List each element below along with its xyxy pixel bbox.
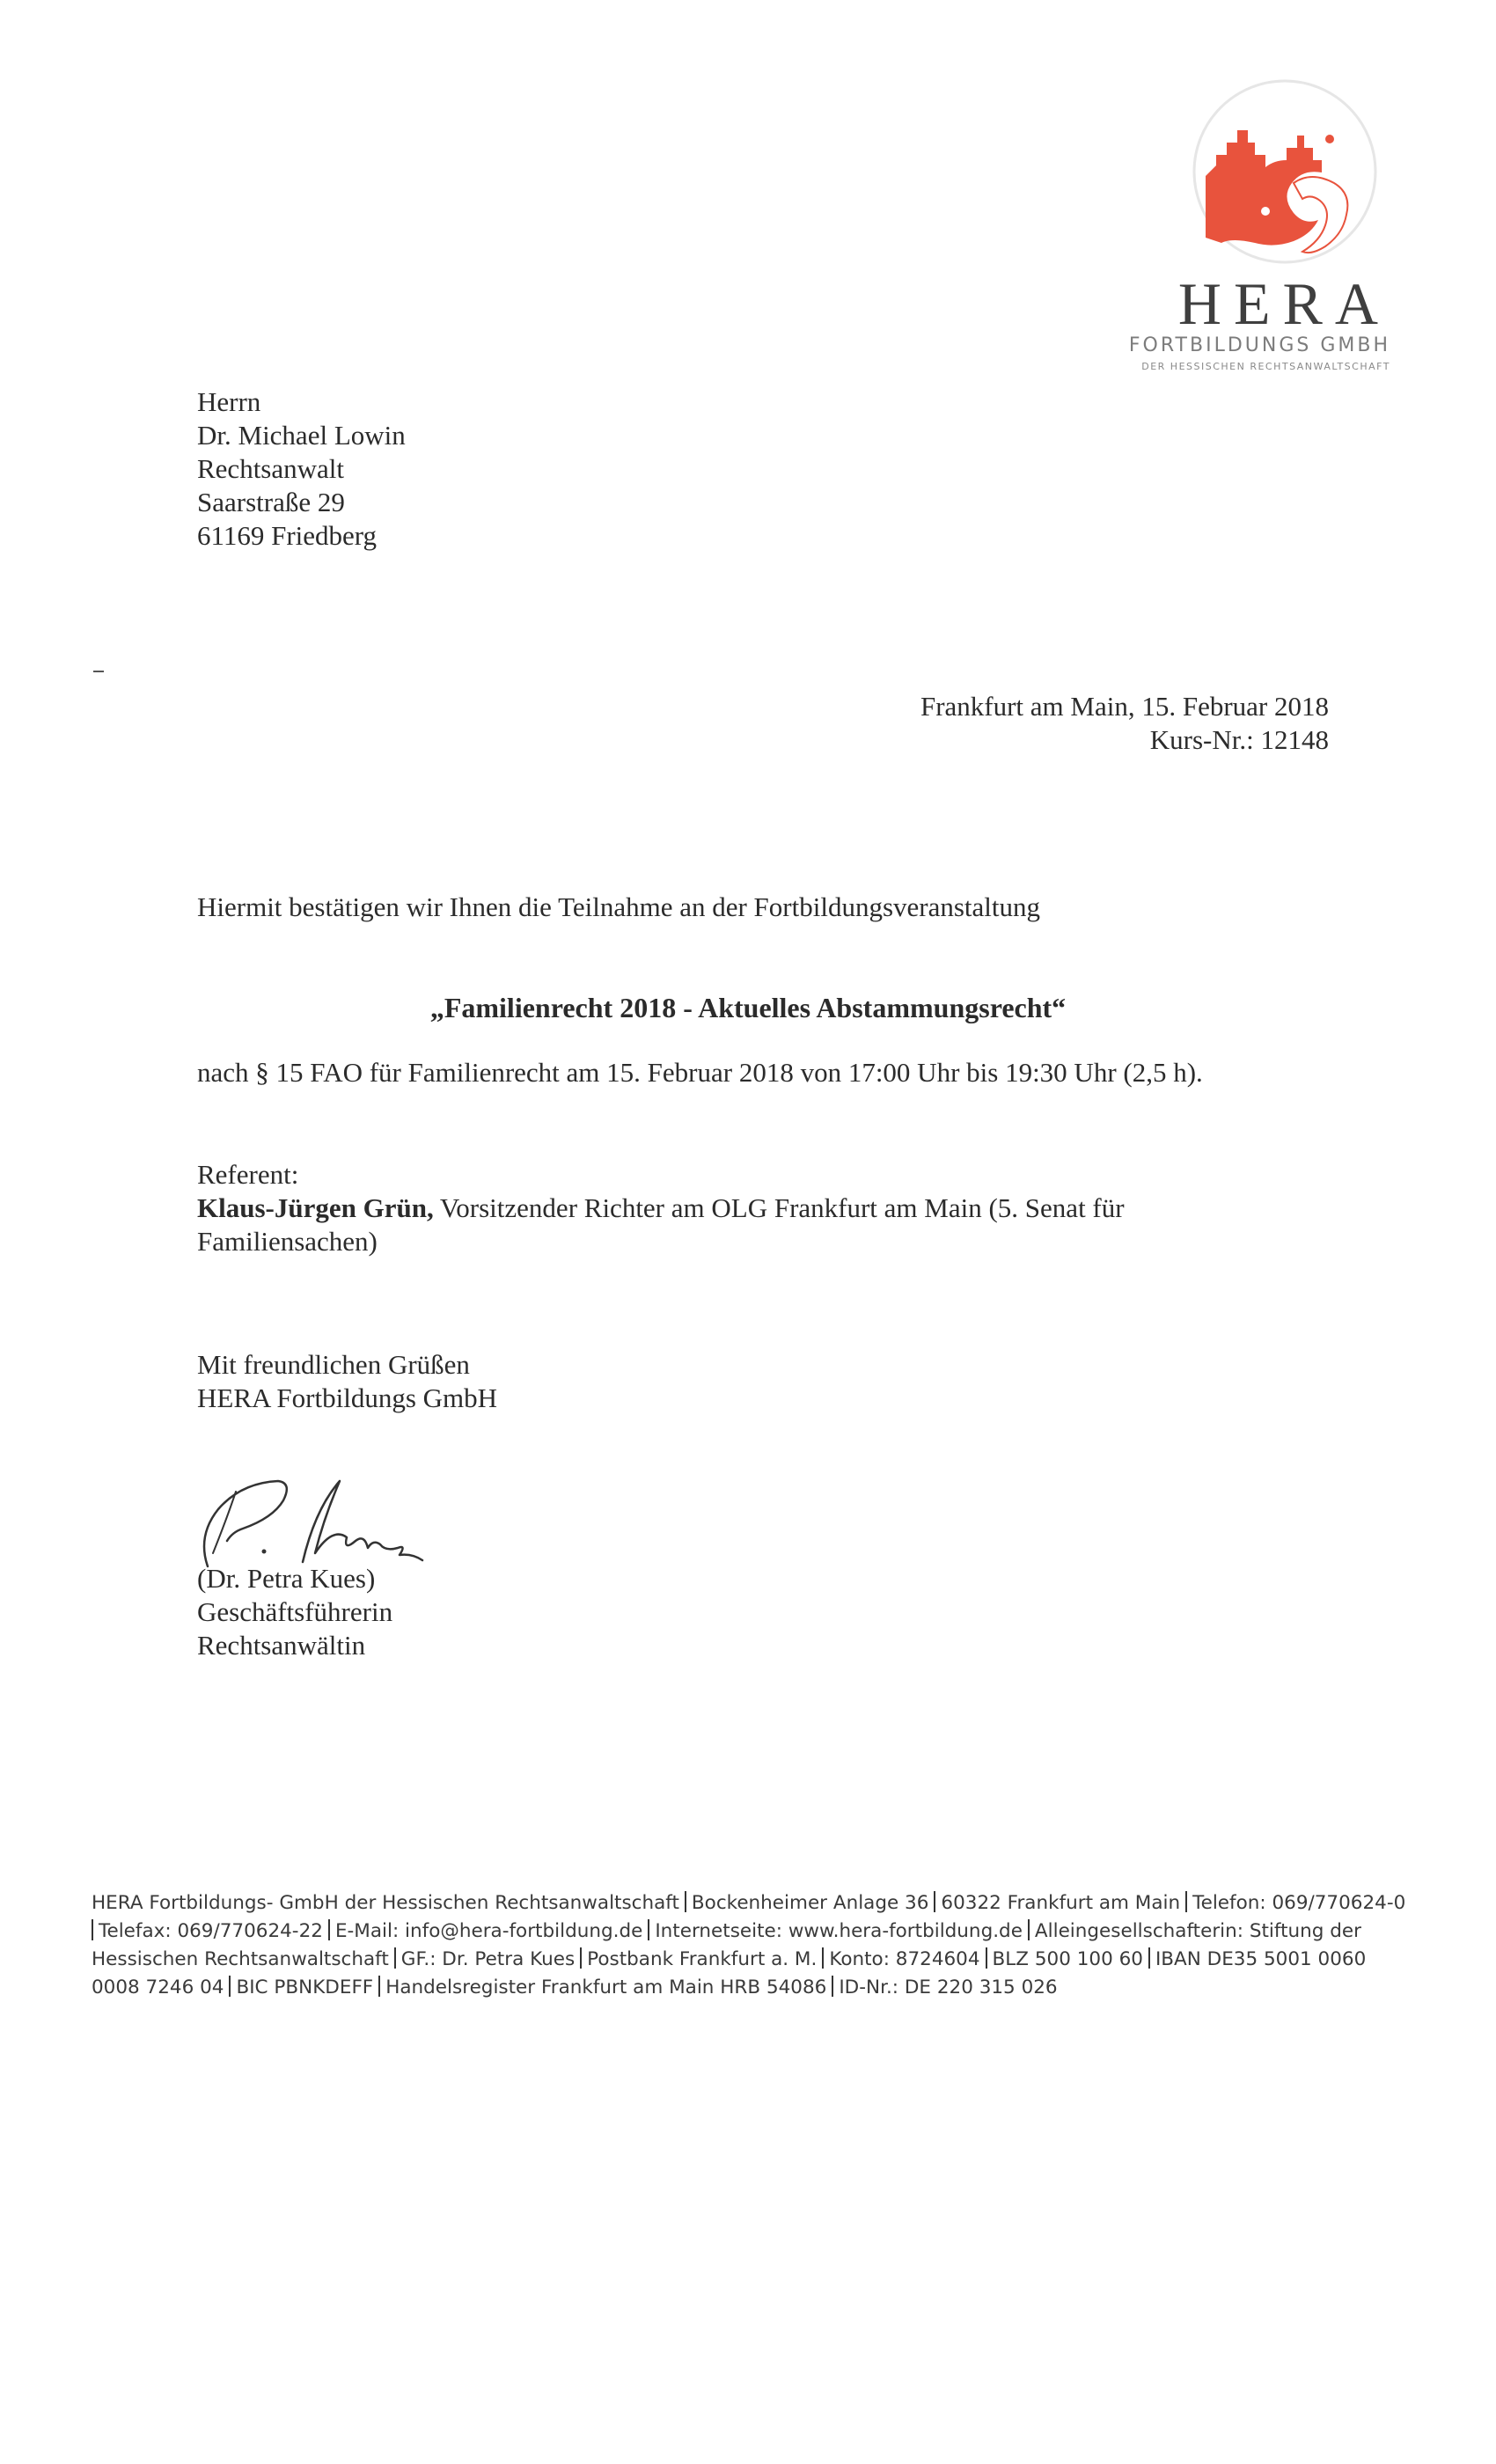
- logo-tagline: DER HESSISCHEN RECHTSANWALTSCHAFT: [1141, 361, 1390, 372]
- referent-name: Klaus-Jürgen Grün,: [197, 1192, 434, 1223]
- footer-fax: Telefax: 069/770624-22: [99, 1920, 323, 1942]
- footer-managing-director: GF.: Dr. Petra Kues: [400, 1948, 576, 1970]
- footer-iban-continued: 0008 7246 04: [92, 1976, 224, 1998]
- date-block: [920, 690, 1329, 757]
- date-line: Frankfurt am Main, 15. Februar 2018: [920, 691, 1329, 722]
- signer-block: [197, 1562, 392, 1662]
- footer-phone: Telefon: 069/770624-0: [1192, 1892, 1406, 1914]
- handwritten-signature: [192, 1456, 456, 1571]
- referent-label: Referent:: [197, 1159, 299, 1190]
- recipient-name: Dr. Michael Lowin: [197, 420, 406, 451]
- footer-email: E-Mail: info@hera-fortbildung.de: [334, 1920, 643, 1942]
- footer-line-1: [92, 1889, 1406, 1918]
- closing-greeting: Mit freundlichen Grüßen: [197, 1349, 470, 1380]
- hera-emblem-icon: [1170, 79, 1382, 299]
- referent-line: [197, 1192, 1125, 1225]
- intro-text: Hiermit bestätigen wir Ihnen die Teilnahme an der Fortbildungsveranstaltung: [197, 891, 1041, 922]
- company-logo: [1128, 79, 1390, 372]
- recipient-salutation: Herrn: [197, 386, 261, 417]
- logo-subtitle: FORTBILDUNGS GMBH: [1128, 334, 1390, 356]
- footer-bank: Postbank Frankfurt a. M.: [587, 1948, 818, 1970]
- recipient-title: Rechtsanwalt: [197, 453, 345, 484]
- referent-description-continued: Familiensachen): [197, 1226, 378, 1257]
- recipient-address: [197, 385, 406, 553]
- letter-footer: [92, 1889, 1406, 2002]
- footer-city: 60322 Frankfurt am Main: [941, 1892, 1181, 1914]
- recipient-street: Saarstraße 29: [197, 487, 345, 517]
- signer-role: Geschäftsführerin: [197, 1596, 393, 1627]
- footer-street: Bockenheimer Anlage 36: [691, 1892, 929, 1914]
- referent-block: [197, 1158, 1125, 1258]
- referent-description: Vorsitzender Richter am OLG Frankfurt am Main (5. Senat für: [433, 1192, 1125, 1223]
- footer-register: Handelsregister Frankfurt am Main HRB 54086: [385, 1976, 827, 1998]
- footer-shareholder-continued: Hessischen Rechtsanwaltschaft: [92, 1948, 389, 1970]
- course-title: „Familienrecht 2018 - Aktuelles Abstammungsrecht“: [429, 992, 1067, 1023]
- signer-name: (Dr. Petra Kues): [197, 1563, 376, 1594]
- course-details: nach § 15 FAO für Familienrecht am 15. Februar 2018 von 17:00 Uhr bis 19:30 Uhr (2,5 h).: [197, 1057, 1203, 1088]
- footer-blz: BLZ 500 100 60: [992, 1948, 1143, 1970]
- footer-iban: IBAN DE35 5001 0060: [1155, 1948, 1367, 1970]
- footer-account: Konto: 8724604: [829, 1948, 980, 1970]
- logo-name: HERA: [1177, 270, 1390, 337]
- footer-website: Internetseite: www.hera-fortbildung.de: [655, 1920, 1023, 1942]
- footer-vat-id: ID-Nr.: DE 220 315 026: [839, 1976, 1058, 1998]
- footer-line-4: [92, 1974, 1394, 2002]
- closing-company: HERA Fortbildungs GmbH: [197, 1382, 498, 1413]
- footer-shareholder: Alleingesellschafterin: Stiftung der: [1034, 1920, 1361, 1942]
- footer-bic: BIC PBNKDEFF: [236, 1976, 374, 1998]
- footer-company: HERA Fortbildungs- GmbH der Hessischen Rechtsanwaltschaft: [92, 1892, 679, 1914]
- footer-line-2: [92, 1918, 1394, 1946]
- fold-mark: [93, 671, 104, 672]
- closing-block: [197, 1348, 497, 1415]
- course-number: Kurs-Nr.: 12148: [1149, 724, 1329, 755]
- footer-line-3: [92, 1946, 1394, 1974]
- recipient-city: 61169 Friedberg: [197, 520, 378, 551]
- signer-title: Rechtsanwältin: [197, 1630, 366, 1661]
